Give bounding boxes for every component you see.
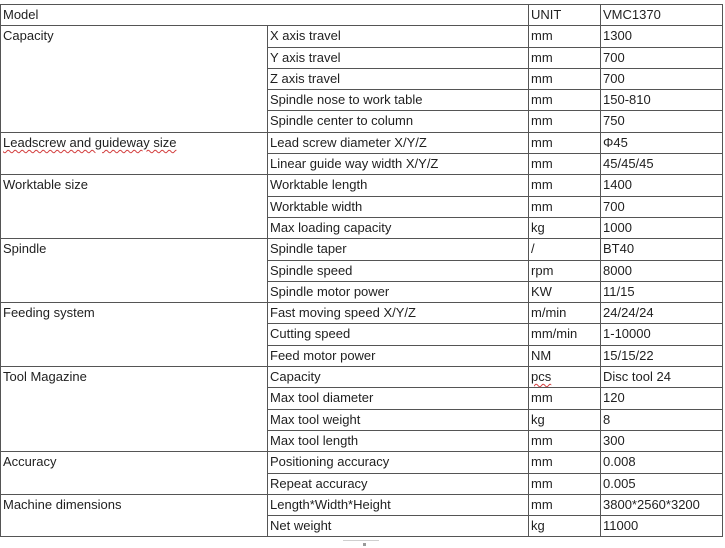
spec-unit [529, 367, 601, 388]
header-model: Model [1, 5, 529, 26]
spec-unit: mm [529, 430, 601, 451]
group-tool-magazine: Tool Magazine [1, 367, 268, 452]
spec-unit: KW [529, 281, 601, 302]
group-spindle: Spindle [1, 239, 268, 303]
spec-unit: / [529, 239, 601, 260]
spec-value: 150-810 [601, 90, 723, 111]
spec-label: Max loading capacity [268, 217, 529, 238]
spec-label: Linear guide way width X/Y/Z [268, 154, 529, 175]
spec-label: Max tool length [268, 430, 529, 451]
table-row [1, 367, 723, 388]
spec-value: 0.008 [601, 452, 723, 473]
spec-label: Repeat accuracy [268, 473, 529, 494]
spec-label: Spindle center to column [268, 111, 529, 132]
spec-value: 750 [601, 111, 723, 132]
spec-value: 700 [601, 68, 723, 89]
table-row [1, 132, 723, 153]
spec-label: Worktable length [268, 175, 529, 196]
spec-unit: mm [529, 196, 601, 217]
spec-label: Max tool weight [268, 409, 529, 430]
spec-unit: mm [529, 452, 601, 473]
spec-value: 700 [601, 196, 723, 217]
spec-unit: mm [529, 175, 601, 196]
spec-value: 24/24/24 [601, 303, 723, 324]
spec-table [0, 4, 723, 537]
spec-label: Cutting speed [268, 324, 529, 345]
header-value: VMC1370 [601, 5, 723, 26]
spec-unit: mm [529, 68, 601, 89]
spec-value: 15/15/22 [601, 345, 723, 366]
spec-unit: mm [529, 154, 601, 175]
spec-value: Φ45 [601, 132, 723, 153]
spec-label: Spindle motor power [268, 281, 529, 302]
spec-label: Fast moving speed X/Y/Z [268, 303, 529, 324]
spec-label: Feed motor power [268, 345, 529, 366]
spec-value: 700 [601, 47, 723, 68]
spec-label: Positioning accuracy [268, 452, 529, 473]
spec-value: 300 [601, 430, 723, 451]
spec-unit: kg [529, 217, 601, 238]
spec-value: Disc tool 24 [601, 367, 723, 388]
spec-label: Net weight [268, 516, 529, 537]
spec-label: Length*Width*Height [268, 494, 529, 515]
spec-value: 8000 [601, 260, 723, 281]
spec-value: 1300 [601, 26, 723, 47]
spec-label: Z axis travel [268, 68, 529, 89]
spec-unit: mm/min [529, 324, 601, 345]
spec-value: 1400 [601, 175, 723, 196]
group-feeding: Feeding system [1, 303, 268, 367]
spec-unit-text: pcs [531, 369, 552, 385]
group-leadscrew-label: Leadscrew and guideway size [3, 134, 177, 150]
spec-value: 8 [601, 409, 723, 430]
spec-label: Max tool diameter [268, 388, 529, 409]
spec-value: 120 [601, 388, 723, 409]
spec-unit: mm [529, 26, 601, 47]
cursor-mark [343, 540, 379, 547]
table-row [1, 239, 723, 260]
group-machine-dimensions: Machine dimensions [1, 494, 268, 537]
spec-value: 45/45/45 [601, 154, 723, 175]
spec-label: Spindle taper [268, 239, 529, 260]
spec-unit: mm [529, 494, 601, 515]
spec-value: 1-10000 [601, 324, 723, 345]
spec-value: 1000 [601, 217, 723, 238]
spec-unit: rpm [529, 260, 601, 281]
group-worktable: Worktable size [1, 175, 268, 239]
spec-unit: mm [529, 90, 601, 111]
spec-value: 3800*2560*3200 [601, 494, 723, 515]
group-accuracy: Accuracy [1, 452, 268, 495]
spec-unit: kg [529, 409, 601, 430]
group-capacity: Capacity [1, 26, 268, 132]
group-leadscrew [1, 132, 268, 175]
table-row [1, 452, 723, 473]
spec-unit: mm [529, 111, 601, 132]
header-row [1, 5, 723, 26]
spec-label: Worktable width [268, 196, 529, 217]
spec-unit: mm [529, 473, 601, 494]
table-row [1, 175, 723, 196]
table-row [1, 303, 723, 324]
spec-label: Y axis travel [268, 47, 529, 68]
spec-label: Lead screw diameter X/Y/Z [268, 132, 529, 153]
spec-label: X axis travel [268, 26, 529, 47]
spec-unit: mm [529, 132, 601, 153]
spec-unit: mm [529, 47, 601, 68]
spec-label: Capacity [268, 367, 529, 388]
spec-unit: kg [529, 516, 601, 537]
spec-value: 11/15 [601, 281, 723, 302]
table-row [1, 26, 723, 47]
table-row [1, 494, 723, 515]
header-unit: UNIT [529, 5, 601, 26]
spec-unit: NM [529, 345, 601, 366]
spec-unit: mm [529, 388, 601, 409]
spec-value: 0.005 [601, 473, 723, 494]
spec-value: 11000 [601, 516, 723, 537]
spec-label: Spindle nose to work table [268, 90, 529, 111]
spec-label: Spindle speed [268, 260, 529, 281]
spec-unit: m/min [529, 303, 601, 324]
spec-value: BT40 [601, 239, 723, 260]
